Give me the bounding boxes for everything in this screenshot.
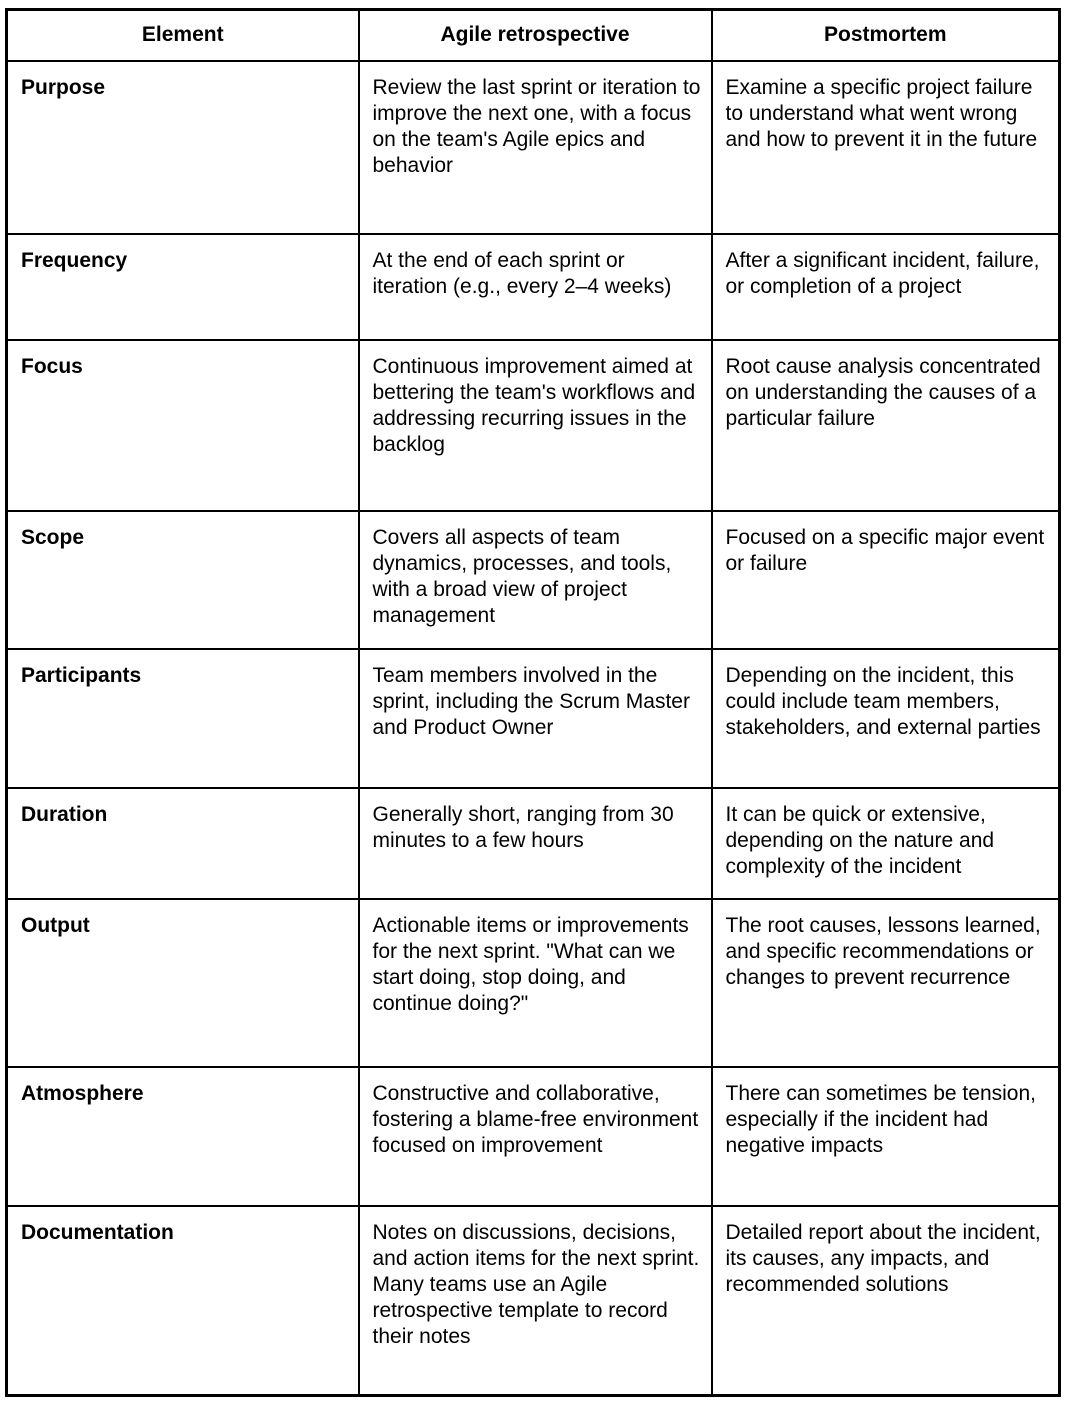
cell-participants-agile: Team members involved in the sprint, including the Scrum Master and Product Owner [359, 649, 712, 788]
cell-participants-postmortem: Depending on the incident, this could include team members, stakeholders, and external parties [712, 649, 1060, 788]
table-row-documentation [7, 1206, 1060, 1396]
cell-atmosphere-postmortem: There can sometimes be tension, especially if the incident had negative impacts [712, 1067, 1060, 1206]
row-label-focus: Focus [7, 340, 359, 511]
table-row-scope [7, 511, 1060, 649]
row-label-frequency: Frequency [7, 234, 359, 340]
cell-focus-agile: Continuous improvement aimed at bettering the team's workflows and addressing recurring issues in the backlog [359, 340, 712, 511]
row-label-participants: Participants [7, 649, 359, 788]
row-label-atmosphere: Atmosphere [7, 1067, 359, 1206]
table-row-frequency [7, 234, 1060, 340]
header-element: Element [7, 10, 359, 61]
comparison-table [5, 8, 1061, 1397]
row-label-purpose: Purpose [7, 61, 359, 234]
table-row-participants [7, 649, 1060, 788]
cell-documentation-postmortem: Detailed report about the incident, its causes, any impacts, and recommended solutions [712, 1206, 1060, 1396]
cell-duration-postmortem: It can be quick or extensive, depending on the nature and complexity of the incident [712, 788, 1060, 899]
cell-atmosphere-agile: Constructive and collaborative, fostering a blame-free environment focused on improvement [359, 1067, 712, 1206]
cell-output-agile: Actionable items or improvements for the next sprint. "What can we start doing, stop doing, and continue doing?" [359, 899, 712, 1067]
header-agile-retrospective: Agile retrospective [359, 10, 712, 61]
header-row [7, 10, 1060, 61]
row-label-duration: Duration [7, 788, 359, 899]
cell-frequency-agile: At the end of each sprint or iteration (e.g., every 2–4 weeks) [359, 234, 712, 340]
row-label-documentation: Documentation [7, 1206, 359, 1396]
header-postmortem: Postmortem [712, 10, 1060, 61]
cell-purpose-agile: Review the last sprint or iteration to improve the next one, with a focus on the team's Agile epics and behavior [359, 61, 712, 234]
cell-duration-agile: Generally short, ranging from 30 minutes to a few hours [359, 788, 712, 899]
table-row-purpose [7, 61, 1060, 234]
cell-scope-postmortem: Focused on a specific major event or failure [712, 511, 1060, 649]
table-row-duration [7, 788, 1060, 899]
cell-output-postmortem: The root causes, lessons learned, and specific recommendations or changes to prevent recurrence [712, 899, 1060, 1067]
row-label-scope: Scope [7, 511, 359, 649]
cell-documentation-agile: Notes on discussions, decisions, and action items for the next sprint. Many teams use an Agile retrospective template to record their notes [359, 1206, 712, 1396]
table-row-output [7, 899, 1060, 1067]
table-row-atmosphere [7, 1067, 1060, 1206]
cell-focus-postmortem: Root cause analysis concentrated on understanding the causes of a particular failure [712, 340, 1060, 511]
cell-frequency-postmortem: After a significant incident, failure, or completion of a project [712, 234, 1060, 340]
cell-scope-agile: Covers all aspects of team dynamics, processes, and tools, with a broad view of project management [359, 511, 712, 649]
row-label-output: Output [7, 899, 359, 1067]
cell-purpose-postmortem: Examine a specific project failure to understand what went wrong and how to prevent it in the future [712, 61, 1060, 234]
table-row-focus [7, 340, 1060, 511]
